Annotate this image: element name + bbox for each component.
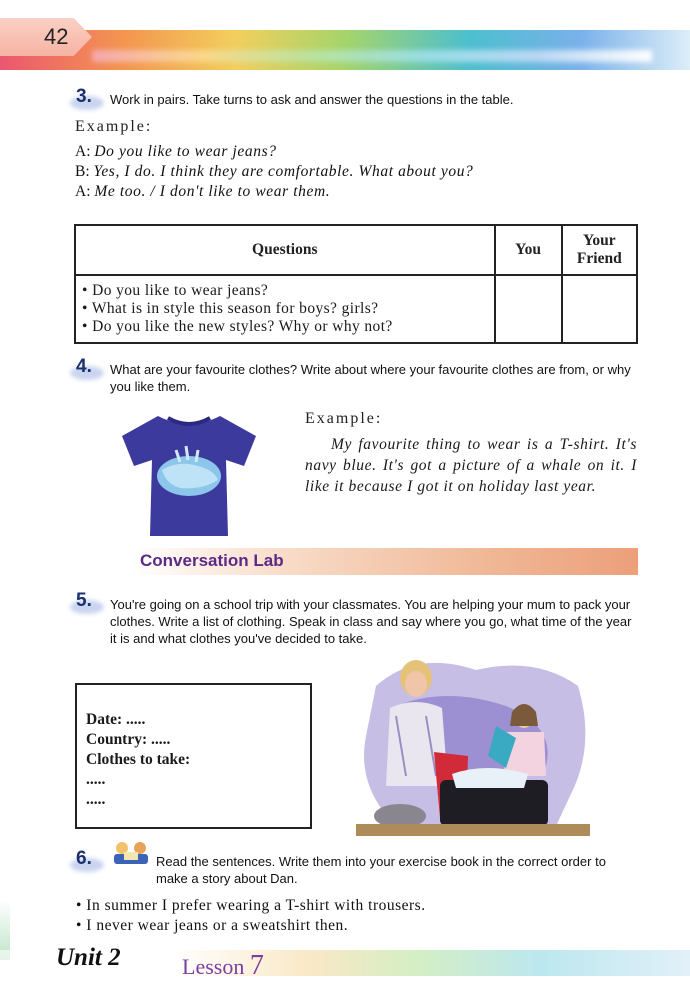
woman-face (405, 671, 427, 697)
story-sentence: • I never wear jeans or a sweatshirt then. (76, 917, 349, 934)
packing-country: Country: ..... (86, 731, 171, 748)
packing-date: Date: ..... (86, 711, 146, 728)
lesson-word: Lesson (182, 954, 245, 979)
dialogue-text: Do you like to wear jeans? (94, 143, 277, 160)
table-header-questions: Questions (75, 225, 495, 275)
table-friend-answer-cell[interactable] (562, 275, 637, 343)
exercise-6-instruction: Read the sentences. Write them into your exercise book in the correct order to make a story about Dan. (156, 854, 606, 886)
dialogue-speaker: B: (75, 163, 90, 180)
header-rainbow-bar (0, 26, 690, 70)
packing-dots: ..... (86, 791, 106, 808)
table-questions-cell (75, 275, 495, 343)
table-question: • Do you like the new styles? Why or why not? (82, 318, 393, 335)
conversation-lab-title: Conversation Lab (140, 551, 284, 570)
exercise-5-number: 5. (76, 590, 92, 611)
table-question: • What is in style this season for boys? girls? (82, 300, 379, 317)
lesson-number: 7 (249, 950, 264, 981)
dialogue-text: Me too. / I don't like to wear them. (94, 183, 331, 200)
table-header-you: You (495, 225, 562, 275)
exercise-3-example-label: Example: (75, 118, 153, 135)
packing-dots: ..... (86, 771, 106, 788)
packing-list-box (75, 683, 312, 829)
questions-table (74, 224, 638, 344)
exercise-4-example-label: Example: (305, 410, 383, 427)
reading-kids-icon (108, 840, 154, 866)
dialogue-speaker: A: (75, 183, 91, 200)
lesson-label (182, 950, 264, 982)
packing-clothes-label: Clothes to take: (86, 751, 191, 768)
dialogue-line (75, 143, 277, 161)
exercise-5-instruction: You're going on a school trip with your classmates. You are helping your mum to pack your clothes. Write a list of clothing. Speak in class and say where you go, what time of the year it is and what clothes you've decided to take. (110, 597, 632, 646)
story-sentence: • In summer I prefer wearing a T-shirt with trousers. (76, 897, 426, 914)
dialogue-text: Yes, I do. I think they are comfortable. What about you? (93, 163, 474, 180)
dialogue-speaker: A: (75, 143, 91, 160)
exercise-4-number: 4. (76, 356, 92, 377)
unit-logo: Unit 2 (56, 944, 121, 971)
table-surface (356, 824, 590, 836)
dialogue-line (75, 183, 330, 201)
packing-photo (356, 656, 590, 836)
table-header-your-friend: Your Friend (562, 225, 637, 275)
exercise-3-instruction: Work in pairs. Take turns to ask and answer the questions in the table. (110, 92, 514, 107)
dialogue-line (75, 163, 473, 181)
header-blur-strip (92, 50, 652, 62)
exercise-6-number: 6. (76, 848, 92, 869)
exercise-4-instruction: What are your favourite clothes? Write about where your favourite clothes are from, or why you like them. (110, 362, 631, 394)
table-question: • Do you like to wear jeans? (82, 282, 269, 299)
page-number: 42 (44, 24, 69, 49)
table-you-answer-cell[interactable] (495, 275, 562, 343)
exercise-4-example-text: My favourite thing to wear is a T-shirt. It's navy blue. It's got a picture of a whale on it. I like it because I got it on holiday last year. (305, 436, 637, 495)
exercise-3-number: 3. (76, 86, 92, 107)
tshirt-illustration (118, 410, 260, 540)
header-background (0, 0, 690, 30)
